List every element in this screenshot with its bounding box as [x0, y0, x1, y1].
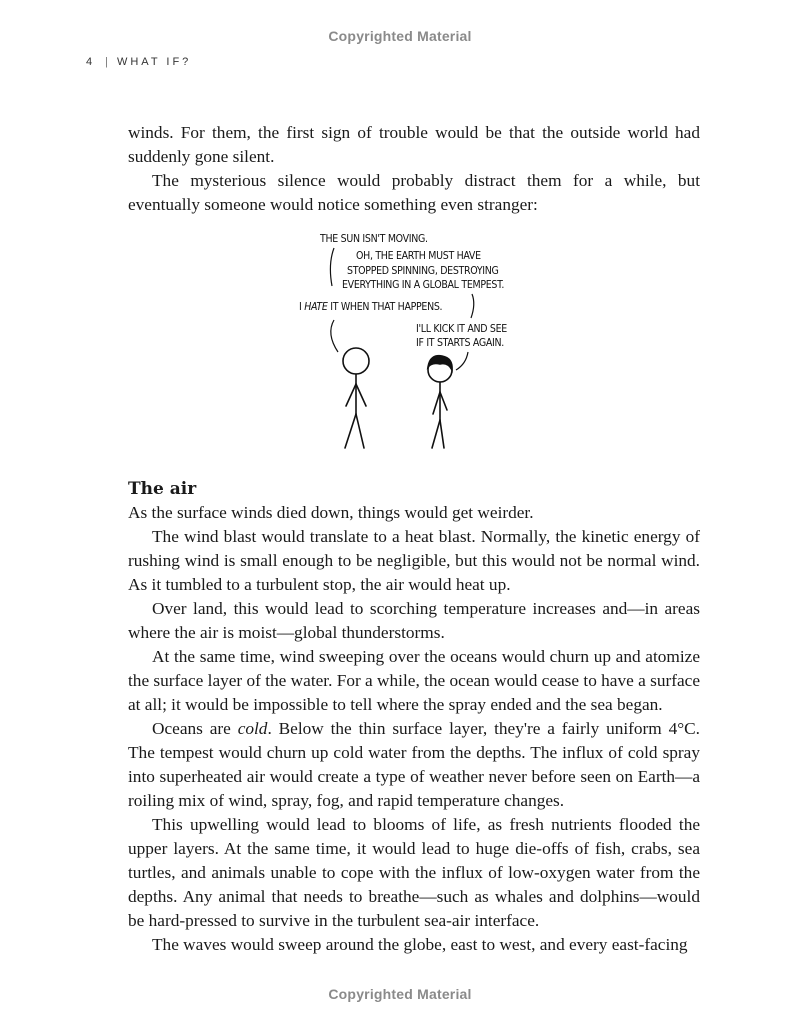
copyright-watermark-top: Copyrighted Material — [328, 28, 472, 44]
speech-tail-left-1 — [330, 248, 334, 286]
comic-illustration — [290, 224, 550, 456]
running-head-separator: | — [105, 56, 111, 68]
intro-paragraph: The mysterious silence would probably distract them for a while, but eventually someone would notice something even stranger: — [128, 171, 700, 214]
body-paragraph: The waves would sweep around the globe, east to west, and every east-facing — [152, 935, 688, 954]
body-paragraph: The wind blast would translate to a heat blast. Normally, the kinetic energy of rushing wind is small enough to be negligible, but this would not be normal wind. As it tumbled to a turbulent stop, the air would heat up. — [128, 527, 700, 594]
p5-pre: Oceans are — [152, 719, 238, 738]
comic-speech-1: THE SUN ISN'T MOVING. — [320, 233, 428, 245]
speech-tail-left-2 — [331, 320, 338, 352]
book-title: WHAT IF? — [116, 56, 192, 68]
copyright-watermark-bottom: Copyrighted Material — [328, 986, 472, 1002]
body-paragraph — [128, 717, 700, 813]
body-paragraph: This upwelling would lead to blooms of life, as fresh nutrients flooded the upper layers. At the same time, it would lead to huge die-offs of fish, crabs, sea turtles, and animals unable to cope with the influx of low-oxygen water from the depths. Any animal that needs to breathe—such as whales and dolphins—would be hard-pressed to survive in the turbulent sea-air interface. — [128, 815, 700, 930]
page-number: 4 — [86, 56, 96, 68]
stick-figure-right — [428, 356, 452, 448]
comic-speech-3 — [299, 301, 442, 313]
body-paragraph: Over land, this would lead to scorching temperature increases and—in areas where the air is moist—global thunderstorms. — [128, 599, 700, 642]
comic-svg — [290, 224, 550, 456]
body-paragraph: As the surface winds died down, things would get weirder. — [128, 503, 534, 522]
intro-text — [128, 121, 700, 217]
stick-figure-left — [343, 348, 369, 448]
comic-speech-2c: EVERYTHING IN A GLOBAL TEMPEST. — [342, 279, 505, 291]
speech-tail-right-1 — [471, 294, 474, 318]
intro-paragraph: winds. For them, the first sign of trouble would be that the outside world had suddenly gone silent. — [128, 123, 700, 166]
comic-speech-2a: OH, THE EARTH MUST HAVE — [356, 250, 481, 262]
section-heading: The air — [128, 479, 197, 499]
comic-speech-4b: IF IT STARTS AGAIN. — [416, 337, 504, 349]
running-head — [86, 56, 191, 68]
p5-post: . Below the thin surface layer, they're a fairly uniform 4°C. The tempest would churn up cold water from the depths. The influx of cold spray into superheated air would create a type of weather never before seen on Earth—a roiling mix of wind, spray, fog, and rapid temperature changes. — [128, 719, 701, 810]
section-body — [128, 501, 700, 957]
p5-emphasis: cold — [237, 719, 268, 738]
body-paragraph: At the same time, wind sweeping over the oceans would churn up and atomize the surface layer of the water. For a while, the ocean would cease to have a surface at all; it would be impossible to tell where the spray ended and the sea began. — [128, 647, 700, 714]
comic-speech-3-em: HATE — [304, 301, 328, 313]
comic-speech-3-pre: I — [299, 301, 305, 313]
speech-tail-right-2 — [456, 352, 468, 370]
comic-speech-4a: I'LL KICK IT AND SEE — [416, 323, 507, 335]
comic-speech-3-post: IT WHEN THAT HAPPENS. — [327, 301, 443, 313]
comic-speech-2b: STOPPED SPINNING, DESTROYING — [347, 265, 499, 277]
